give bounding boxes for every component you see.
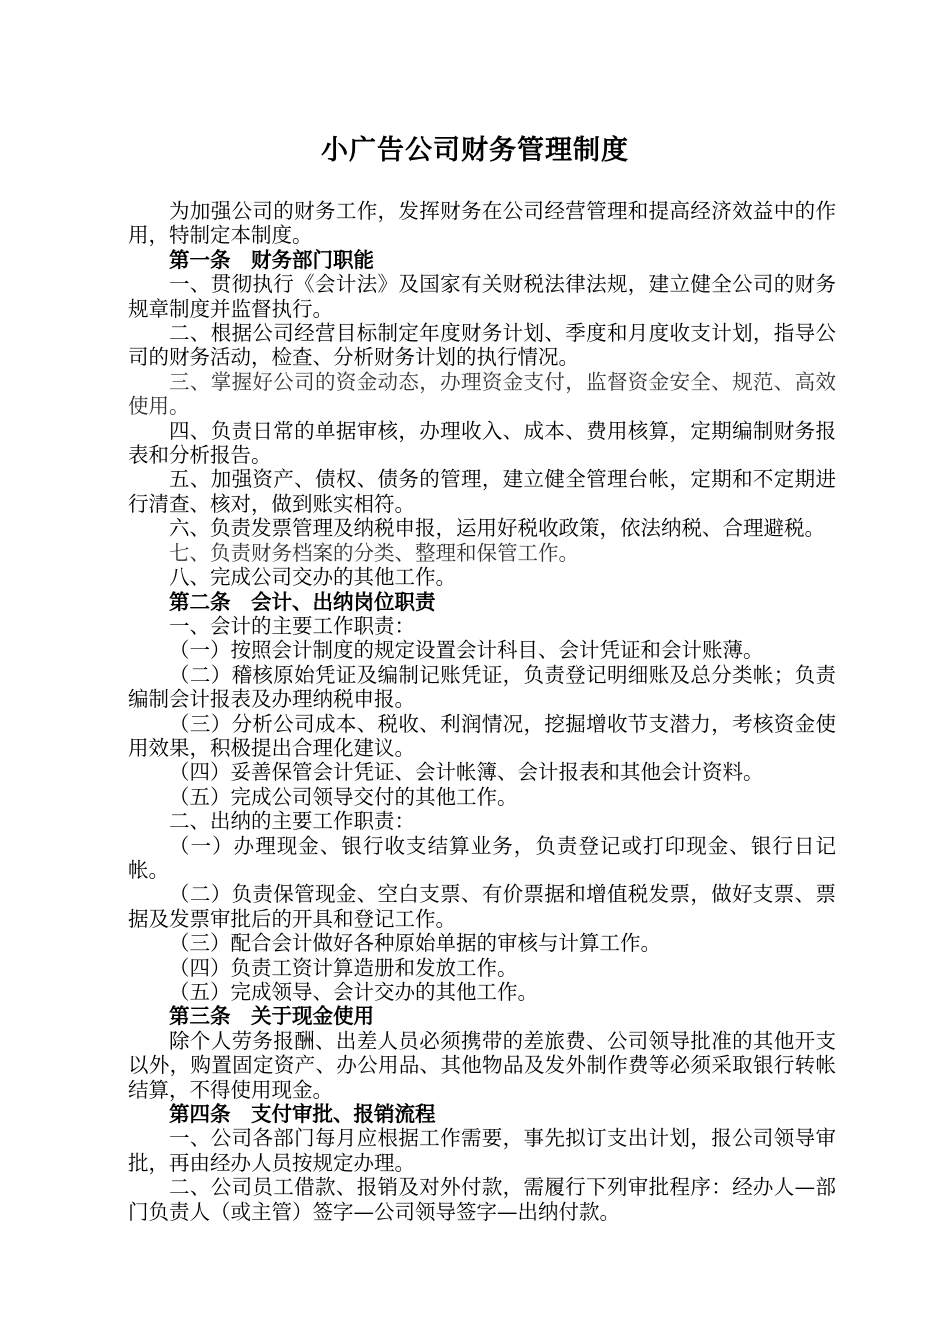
paragraph-item: （五）完成公司领导交付的其他工作。 [169, 784, 518, 809]
paragraph-item: 六、负责发票管理及纳税申报，运用好税收政策，依法纳税、合理避税。 [169, 516, 825, 541]
paragraph-item: 一、公司各部门每月应根据工作需要，事先拟订支出计划，报公司领导审批，再由经办人员按规定办理。 [128, 1126, 836, 1175]
paragraph-item: （二）稽核原始凭证及编制记账凭证，负责登记明细账及总分类帐；负责编制会计报表及办理纳税申报。 [128, 662, 836, 712]
paragraph-intro: 为加强公司的财务工作，发挥财务在公司经营管理和提高经济效益中的作用，特制定本制度。 [128, 199, 836, 248]
paragraph-item: 二、出纳的主要工作职责： [169, 809, 415, 834]
heading-article-4: 第四条 支付审批、报销流程 [169, 1102, 436, 1127]
document-title: 小广告公司财务管理制度 [321, 135, 629, 166]
document-body [128, 199, 836, 1224]
paragraph-item: （一）办理现金、银行收支结算业务，负责登记或打印现金、银行日记帐。 [128, 833, 836, 882]
paragraph-item: （二）负责保管现金、空白支票、有价票据和增值税发票，做好支票、票据及发票审批后的开具和登记工作。 [128, 882, 836, 931]
heading-article-2: 第二条 会计、出纳岗位职责 [169, 589, 436, 614]
paragraph-item: 二、根据公司经营目标制定年度财务计划、季度和月度收支计划，指导公司的财务活动，检查、分析财务计划的执行情况。 [128, 321, 836, 370]
paragraph-item: 五、加强资产、债权、债务的管理，建立健全管理台帐，定期和不定期进行清查、核对，做到账实相符。 [128, 467, 836, 516]
paragraph-item: 一、会计的主要工作职责： [169, 613, 415, 638]
paragraph-item: 八、完成公司交办的其他工作。 [169, 565, 456, 590]
paragraph-item: 七、负责财务档案的分类、整理和保管工作。 [169, 540, 579, 565]
paragraph-item: 三、掌握好公司的资金动态，办理资金支付，监督资金安全、规范、高效使用。 [128, 369, 836, 419]
paragraph-item: （一）按照会计制度的规定设置会计科目、会计凭证和会计账薄。 [169, 638, 764, 663]
heading-article-3: 第三条 关于现金使用 [169, 1004, 374, 1029]
paragraph-item: 一、贯彻执行《会计法》及国家有关财税法律法规，建立健全公司的财务规章制度并监督执行。 [128, 272, 836, 321]
paragraph-item: 除个人劳务报酬、出差人员必须携带的差旅费、公司领导批准的其他开支以外，购置固定资产、办公用品、其他物品及发外制作费等必须采取银行转帐结算，不得使用现金。 [128, 1028, 836, 1102]
paragraph-item: （三）分析公司成本、税收、利润情况，挖掘增收节支潜力，考核资金使用效果，积极提出合理化建议。 [128, 711, 836, 760]
heading-article-1: 第一条 财务部门职能 [169, 247, 374, 272]
paragraph-item: （五）完成领导、会计交办的其他工作。 [169, 980, 538, 1004]
paragraph-item: （四）负责工资计算造册和发放工作。 [169, 955, 518, 980]
paragraph-item: （四）妥善保管会计凭证、会计帐簿、会计报表和其他会计资料。 [169, 760, 764, 785]
paragraph-item: 二、公司员工借款、报销及对外付款，需履行下列审批程序：经办人—部门负责人（或主管）签字—公司领导签字—出纳付款。 [128, 1175, 836, 1224]
paragraph-item: （三）配合会计做好各种原始单据的审核与计算工作。 [169, 931, 661, 956]
paragraph-item: 四、负责日常的单据审核，办理收入、成本、费用核算，定期编制财务报表和分析报告。 [128, 418, 836, 468]
